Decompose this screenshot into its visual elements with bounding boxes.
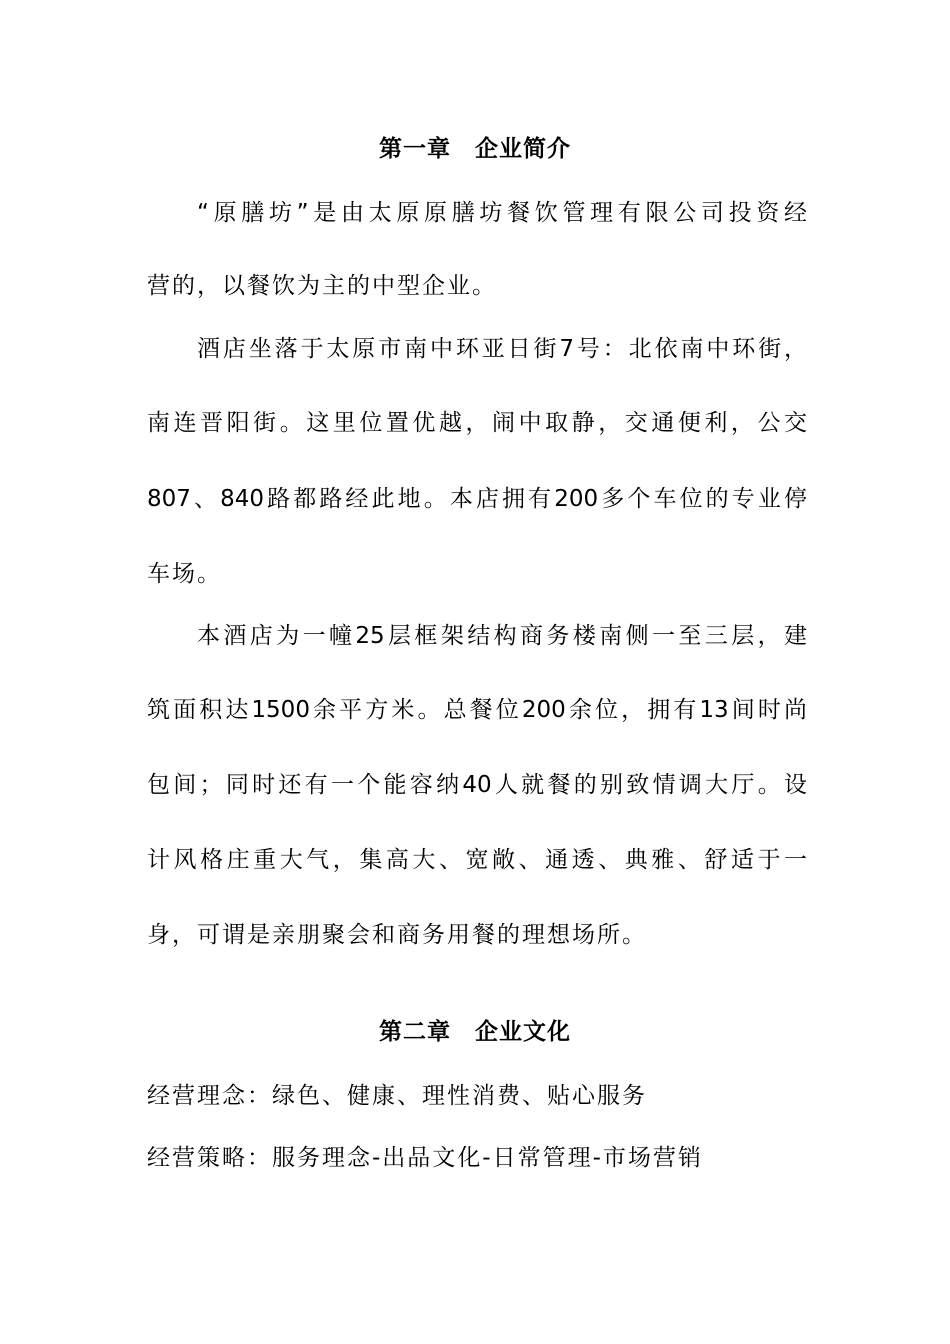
paragraph-3-line-2: 筑面积达1500余平方米。总餐位200余位，拥有13间时尚 [147, 697, 807, 723]
paragraph-1-line-1: “原膳坊”是由太原原膳坊餐饮管理有限公司投资经 [197, 200, 807, 226]
paragraph-3-line-3: 包间；同时还有一个能容纳40人就餐的别致情调大厅。设 [147, 772, 807, 798]
paragraph-2-line-3: 807、840路都路经此地。本店拥有200多个车位的专业停 [147, 486, 807, 512]
chapter-2-title: 第二章 企业文化 [379, 1019, 571, 1045]
paragraph-1-line-2: 营的，以餐饮为主的中型企业。 [147, 273, 497, 299]
paragraph-2-line-1: 酒店坐落于太原市南中环亚日街7号：北依南中环街， [197, 336, 807, 362]
paragraph-3-line-5: 身，可谓是亲朋聚会和商务用餐的理想场所。 [147, 922, 647, 948]
business-strategy: 经营策略：服务理念-出品文化-日常管理-市场营销 [147, 1145, 703, 1171]
paragraph-3-line-4: 计风格庄重大气，集高大、宽敞、通透、典雅、舒适于一 [147, 847, 807, 873]
paragraph-2-line-4: 车场。 [147, 561, 222, 587]
business-philosophy: 经营理念：绿色、健康、理性消费、贴心服务 [147, 1083, 647, 1109]
chapter-1-title: 第一章 企业简介 [379, 136, 571, 162]
paragraph-3-line-1: 本酒店为一幢25层框架结构商务楼南侧一至三层，建 [197, 623, 807, 649]
paragraph-2-line-2: 南连晋阳街。这里位置优越，闹中取静，交通便利，公交 [147, 410, 807, 436]
